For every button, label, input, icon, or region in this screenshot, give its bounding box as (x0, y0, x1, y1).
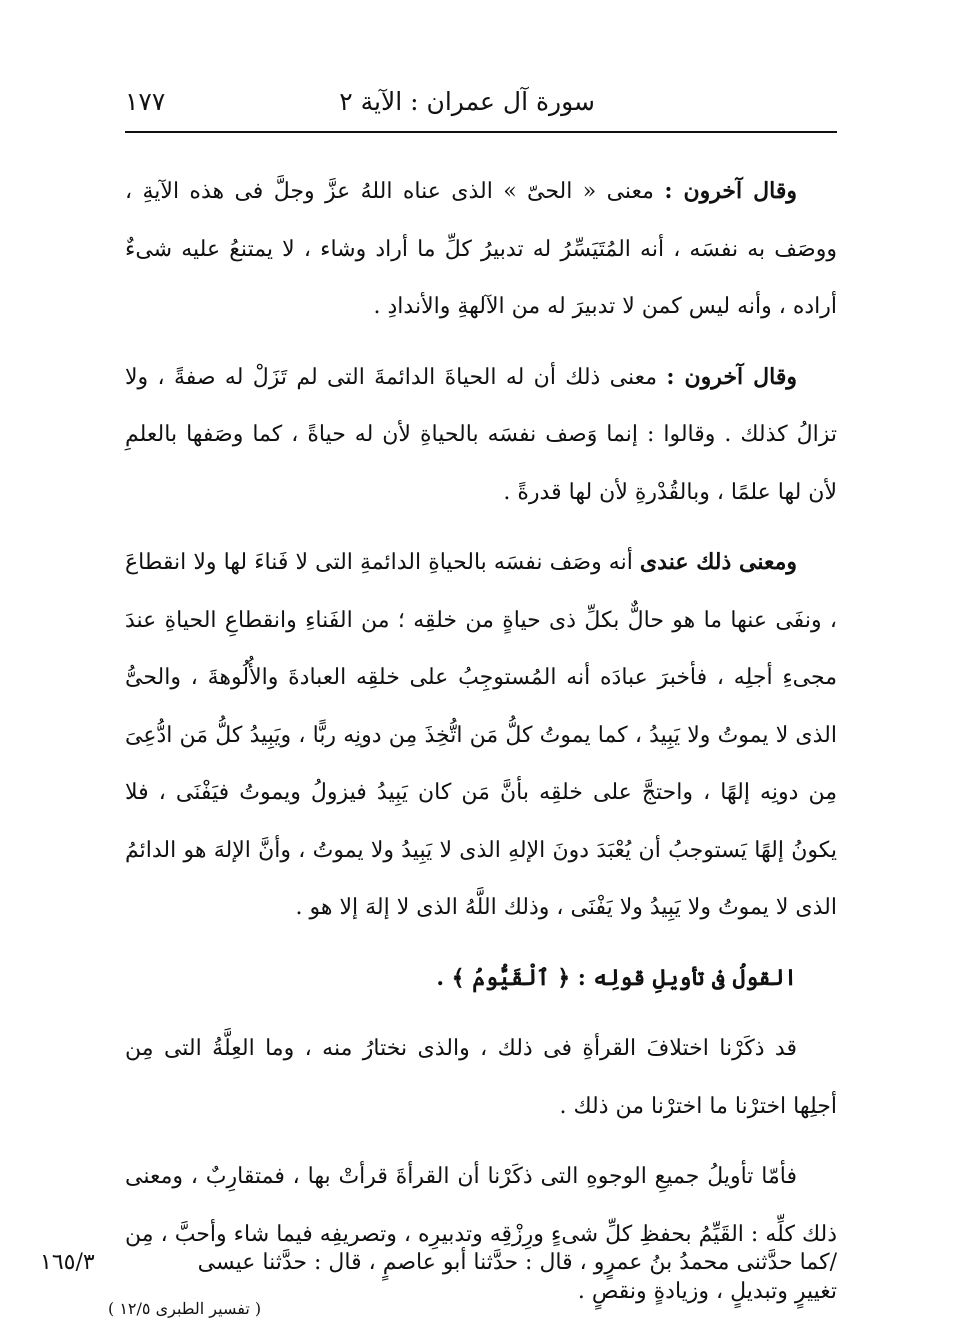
paragraph (125, 1148, 837, 1321)
paragraph-lead: وقال آخرون : (666, 363, 797, 390)
header-rule (125, 131, 837, 133)
paragraph-text: معنى ذلك أن له الحياةَ الدائمةَ التى لم تَزَلْ له صفةً ، ولا تزالُ كذلك . وقالوا : إنما وَصف نفسَه بالحياةِ لأن له حياةً ، كما وصَفها بالعلمِ لأن لها علمًا ، وبالقُدْرةِ لأن لها قدرةً . (125, 364, 837, 505)
continuation-text: /كما حدَّثنى محمدُ بنُ عمرٍو ، قال : حدَّثنا أبو عاصمٍ ، قال : حدَّثنا عيسى (197, 1250, 837, 1275)
continuation-line (40, 1243, 837, 1283)
paragraph (125, 349, 837, 522)
paragraph-text: فأمّا تأويلُ جميعِ الوجوهِ التى ذكَرْنا أن القرأةَ قرأتْ بها ، فمتقارِبٌ ، ومعنى ذلك كلِّه : القَيِّمُ بحفظِ كلِّ شىءٍ ورِزْقِه وتدبيرِه ، وتصريفِه فيما شاء وأحبَّ ، مِن تغييرٍ وتبديلٍ ، وزيادةٍ ونقصٍ . (125, 1164, 837, 1304)
paragraph (125, 534, 837, 937)
paragraph (125, 163, 837, 336)
paragraph-text: معنى « الحىّ » الذى عناه اللهُ عزَّ وجلَّ فى هذه الآيةِ ، ووصَف به نفسَه ، أنه المُتَيَسِّرُ له تدبيرُ كلِّ ما أراد وشاء ، لا يمتنعُ عليه شىءٌ أراده ، وأنه ليس كمن لا تدبيرَ له من الآلهةِ والأندادِ . (125, 179, 837, 319)
page-header (125, 78, 835, 126)
margin-reference: ١٦٥/٣ (40, 1250, 95, 1275)
running-title: سورة آل عمران : الآية ٢ (339, 87, 595, 116)
page-number: ١٧٧ (125, 87, 166, 116)
paragraph (125, 1020, 837, 1135)
main-text (125, 163, 837, 1321)
paragraph-lead: وقال آخرون : (664, 178, 798, 204)
paragraph-lead: ومعنى ذلك عندى (639, 549, 797, 575)
paragraph-text: قد ذكَرْنا اختلافَ القرأةِ فى ذلك ، والذى نختارُ منه ، وما العِلَّةُ التى مِن أجلِها اخترْنا ما اخترْنا من ذلك . (125, 1036, 837, 1119)
source-note: ( تفسير الطبرى ١٢/٥ ) (108, 1299, 262, 1318)
section-heading: القولُ فى تأويلِ قولِه : ﴿ ٱلْقَيُّومُ ﴾ . (436, 964, 797, 991)
paragraph-text: أنه وصَف نفسَه بالحياةِ الدائمةِ التى لا فَناءَ لها ولا انقطاعَ ، ونفَى عنها ما هو حالٌّ بكلِّ ذى حياةٍ من خلقِه ؛ من الفَناءِ وانقطاعِ الحياةِ عندَ مجىءِ أجلِه ، فأخبرَ عبادَه أنه المُستوجِبُ على خلقِه العبادةَ والأُلُوهةَ ، والحىُّ الذى لا يموتُ ولا يَبِيدُ ، كما يموتُ كلُّ مَن اتُّخِذَ مِن دونِه ربًّا ، ويَبِيدُ كلُّ مَن ادُّعِىَ مِن دونِه إلهًا ، واحتجَّ على خلقِه بأنَّ مَن كان يَبِيدُ فيزولُ ويموتُ فيَفْنَى ، فلا يكونُ إلهًا يَستوجبُ أن يُعْبَدَ دونَ الإلهِ الذى لا يَبِيدُ ولا يموتُ ، وأنَّ الإلهَ هو الدائمُ الذى لا يموتُ ولا يَبِيدُ ولا يَفْنَى ، وذلك اللَّهُ الذى لا إلهَ إلا هو . (125, 550, 838, 920)
